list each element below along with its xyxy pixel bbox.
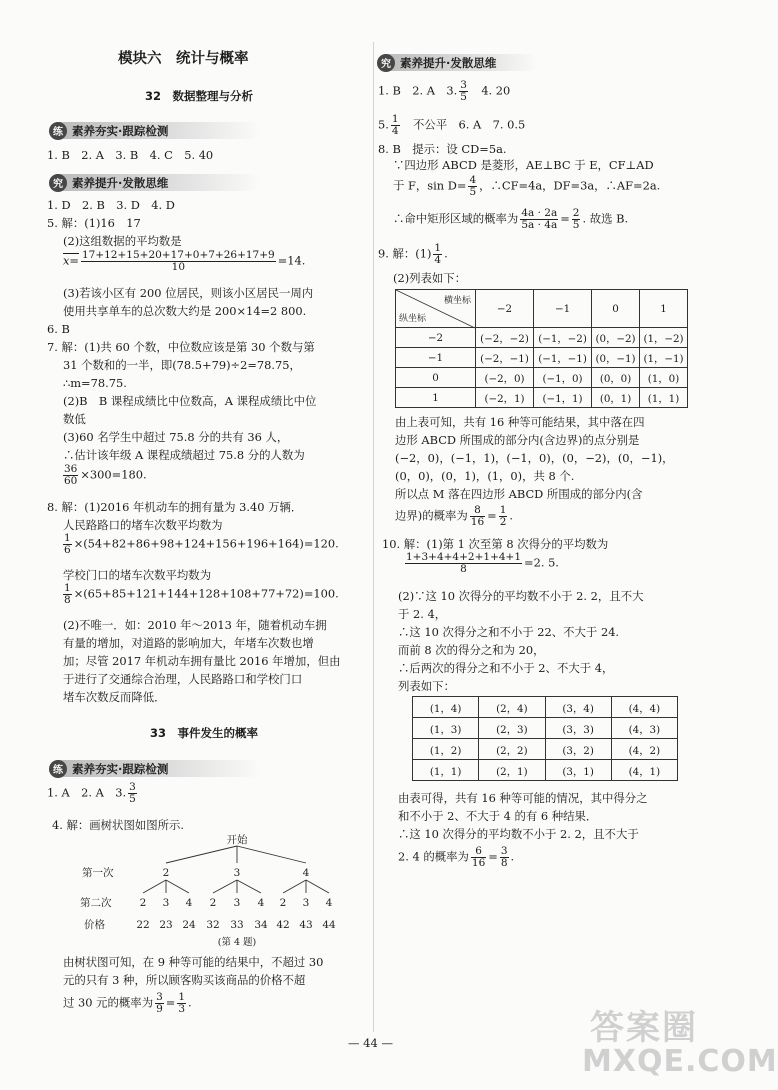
fraction-line: $\frac{1}{8}$ ×(65+85+121+144+128+108+77+72)=100. (64, 582, 339, 606)
tree-price: 44 (322, 919, 336, 931)
watermark-logo: 答案圈 (590, 1008, 698, 1048)
answer-line: 所以点 M 落在四边形 ABCD 所围成的部分内(含 (395, 487, 643, 501)
table-cell: (4，3) (611, 718, 677, 739)
answer-line: 31 个数和的一半，即(78.5+79)÷2=78.75， (63, 358, 301, 372)
row-header: 0 (396, 368, 476, 388)
answer-line: (0，0)，(0，1)，(1，0)，共 8 个. (395, 469, 575, 483)
tree-price: 22 (136, 919, 150, 931)
answer-line: 使用共享单车的总次数大约是 200×14=2 800. (63, 304, 307, 318)
answer-line: (2)B B 课程成绩比中位数高，A 课程成绩比中位 (63, 394, 317, 408)
practice-banner-text: 素养夯实·跟踪检测 (72, 123, 169, 138)
tree-caption: (第 4 题) (217, 937, 257, 948)
answer-line: 人民路路口的堵车次数平均数为 (63, 518, 223, 532)
fraction: $\frac{4a \cdot 2a}{5a \cdot 4a}$ (521, 207, 558, 231)
table-cell: (4，1) (611, 760, 677, 781)
fraction-line: 过 30 元的概率为 $\frac{3}{9}$ = $\frac{1}{3}$ . (63, 991, 192, 1015)
answer-line: $\frac{1+3+4+4+2+1+4+1}{8}$ =2. 5. (406, 551, 559, 575)
section-33-title: 33 事件发生的概率 (150, 726, 259, 740)
table-row (396, 368, 688, 388)
tree-price: 43 (299, 919, 313, 931)
table-cell: (−1，−2) (534, 328, 592, 348)
fraction: $\frac{17+12+15+20+17+0+7+26+17+9}{10}$ (81, 249, 275, 273)
table-cell: (1，−1) (640, 348, 688, 368)
table-cell: (3，4) (545, 697, 611, 718)
tree-price: 34 (254, 919, 268, 931)
answer-line: 2. 4 的概率为 $\frac{6}{16}$ = $\frac{3}{8}$ . (398, 845, 515, 869)
table-cell: (3，3) (545, 718, 611, 739)
module-title: 模块六 统计与概率 (118, 51, 249, 67)
corner-label-bottom: 纵坐标 (399, 314, 427, 324)
fraction: $\frac{2}{5}$ (572, 207, 580, 231)
table-cell: (−1，0) (534, 368, 592, 388)
table-cell: (1，4) (413, 697, 479, 718)
table-cell: (4，4) (611, 697, 677, 718)
table-cell: (1，0) (640, 368, 688, 388)
answer-line: 列表如下： (398, 679, 455, 693)
inquiry-banner-text: 素养提升·发散思维 (400, 55, 497, 70)
answer-line: 而前 8 次的得分之和为 20， (398, 643, 545, 657)
row-header: 1 (396, 388, 476, 408)
answer-line: (−2，0)，(−1，1)，(−1，0)，(0，−2)，(0，−1)， (395, 451, 674, 465)
tree-second-node: 2 (209, 897, 217, 909)
inquiry-badge: 究 (377, 54, 395, 72)
table-cell: (−1，−1) (534, 348, 592, 368)
table-cell: (0，0) (592, 368, 640, 388)
fraction: $\frac{1}{8}$ (64, 582, 71, 606)
table-cell: (−2，1) (476, 388, 534, 408)
tree-second-node: 3 (302, 897, 310, 909)
table-row (396, 328, 688, 348)
tree-diagram (60, 832, 360, 950)
practice-banner (50, 122, 260, 139)
table-cell: (0，1) (592, 388, 640, 408)
answer-line: 1. B 2. A 3. $\frac{3}{5}$ 4. 20 (378, 79, 511, 103)
tree-price: 24 (182, 919, 196, 931)
answer-line: 8. B 提示：设 CD=5a. (378, 142, 507, 156)
table-cell: (4，2) (611, 739, 677, 760)
answer-line: (2)这组数据的平均数是 (63, 234, 182, 248)
fraction: $\frac{6}{16}$ (471, 845, 486, 869)
fraction: $\frac{36}{60}$ (64, 463, 78, 487)
answer-line: 1. A 2. A 3. $\frac{3}{5}$ (47, 781, 136, 805)
answer-line: 边界)的概率为 $\frac{8}{16}$ = $\frac{1}{2}$ . (395, 504, 514, 528)
tree-second-node: 3 (233, 897, 241, 909)
column-header: 0 (592, 290, 640, 328)
answer-line: 由上表可知，共有 16 种等可能结果，其中落在四 (395, 415, 645, 429)
table-cell: (1，2) (413, 739, 479, 760)
section-32-title: 32 数据整理与分析 (145, 89, 254, 103)
tree-second-node: 4 (185, 897, 193, 909)
table-cell: (1，1) (640, 388, 688, 408)
answer-line: 于 2. 4， (398, 607, 447, 621)
fraction: $\frac{1}{2}$ (499, 504, 507, 528)
inquiry-banner-text: 素养提升·发散思维 (72, 175, 169, 190)
tree-second-node: 2 (279, 897, 287, 909)
answer-line: 边形 ABCD 所围成的部分内(含边界)的点分别是 (395, 433, 640, 447)
tree-first-node: 2 (162, 867, 170, 879)
answer-line: ∴m=78.75. (63, 376, 127, 390)
tree-second-node: 3 (162, 897, 170, 909)
x-bar: x= (63, 253, 79, 268)
column-divider (373, 42, 374, 1032)
table-cell: (2，4) (479, 697, 545, 718)
inquiry-banner (378, 54, 538, 71)
table-row (413, 697, 678, 718)
table-cell: (−1，1) (534, 388, 592, 408)
page-number: — 44 — (348, 1036, 393, 1050)
answer-line: 堵车次数反而降低． (63, 690, 166, 704)
answer-line: ∴命中矩形区域的概率为 $\frac{4a \cdot 2a}{5a \cdot 4a}$ = $\frac{2}{5}$ . 故选 B. (393, 207, 629, 231)
answer-line: (2)∵这 10 次得分的平均数不小于 2. 2，且不大 (398, 589, 644, 603)
answer-line: 于进行了交通综合治理，人民路路口和学校门口 (63, 672, 303, 686)
table-cell: (1，−2) (640, 328, 688, 348)
table-row (396, 348, 688, 368)
tree-row1-label: 第一次 (82, 867, 114, 879)
answer-line: 学校门口的堵车次数平均数为 (63, 568, 212, 582)
answer-line: 8. 解：(1)2016 年机动车的拥有量为 3.40 万辆． (47, 500, 303, 514)
answer-line: 元的只有 3 种，所以顾客购买该商品的价格不超 (63, 973, 306, 987)
row-header: −2 (396, 328, 476, 348)
answer-line: (3)60 名学生中超过 75.8 分的共有 36 人， (63, 430, 289, 444)
corner-label-top: 横坐标 (443, 296, 471, 306)
answer-line: (2)列表如下： (393, 271, 467, 285)
practice-badge: 练 (49, 760, 67, 778)
fraction-line: $\frac{36}{60}$ ×300=180. (64, 463, 147, 487)
fraction: $\frac{3}{5}$ (129, 781, 136, 805)
fraction: $\frac{4}{5}$ (469, 174, 477, 198)
answer-line: 4. 解：画树状图如图所示. (52, 818, 185, 832)
tree-price: 42 (276, 919, 290, 931)
table-row (396, 388, 688, 408)
answer-line: 7. 解：(1)共 60 个数，中位数应该是第 30 个数与第 (47, 340, 315, 354)
answer-line: ∵四边形 ABCD 是菱形，AE⊥BC 于 E，CF⊥AD (393, 158, 654, 172)
fraction: $\frac{1}{4}$ (391, 113, 399, 137)
fraction: $\frac{3}{8}$ (500, 845, 508, 869)
outcome-table (412, 696, 678, 781)
tree-start: 开始 (226, 834, 248, 846)
table-cell: (2，3) (479, 718, 545, 739)
answer-line: 10. 解：(1)第 1 次至第 8 次得分的平均数为 (382, 537, 609, 551)
column-header: −1 (534, 290, 592, 328)
table-cell: (1，1) (413, 760, 479, 781)
answer-line: ∴后两次的得分之和不小于 2、不大于 4， (398, 661, 614, 675)
answer-line: 由树状图可知，在 9 种等可能的结果中，不超过 30 (63, 955, 324, 969)
table-row (413, 718, 678, 739)
answer-line: 于 F，sin D= $\frac{4}{5}$ ，∴CF=4a，DF=3a，∴AF=2a. (393, 174, 661, 198)
fraction: $\frac{1}{4}$ (434, 242, 442, 266)
practice-banner-text: 素养夯实·跟踪检测 (72, 761, 169, 776)
answer-line: 1. D 2. B 3. D 4. D (47, 198, 175, 212)
practice-banner (50, 760, 260, 777)
answer-line: 5. $\frac{1}{4}$ 不公平 6. A 7. 0.5 (378, 113, 526, 137)
table-cell: (0，−2) (592, 328, 640, 348)
fraction: $\frac{1+3+4+4+2+1+4+1}{8}$ (406, 551, 522, 575)
answer-line: 1. B 2. A 3. B 4. C 5. 40 (47, 148, 214, 162)
tree-price: 23 (159, 919, 173, 931)
answer-line: 5. 解：(1)16 17 (47, 216, 141, 230)
fraction: $\frac{1}{3}$ (178, 991, 186, 1015)
coordinate-table (395, 289, 688, 408)
table-cell: (2，2) (479, 739, 545, 760)
answer-line: ∴这 10 次得分的平均数不小于 2. 2，且不大于 (398, 827, 639, 841)
tree-first-node: 4 (302, 867, 310, 879)
mean-formula: x= $\frac{17+12+15+20+17+0+7+26+17+9}{10}$ =14. (63, 249, 306, 273)
tree-second-node: 2 (139, 897, 147, 909)
table-cell: (3，2) (545, 739, 611, 760)
answer-line: (2)不唯一．如：2010 年～2013 年，随着机动车拥 (63, 618, 327, 632)
answer-line: ∴估计该年级 A 课程成绩超过 75.8 分的人数为 (63, 448, 305, 462)
tree-row2-label: 第二次 (80, 897, 112, 909)
table-row (413, 760, 678, 781)
row-header: −1 (396, 348, 476, 368)
table-cell: (−2，0) (476, 368, 534, 388)
answer-line: ∴这 10 次得分之和不小于 22、不大于 24. (398, 625, 620, 639)
tree-row3-label: 价格 (84, 919, 105, 931)
practice-badge: 练 (49, 122, 67, 140)
tree-first-node: 3 (233, 867, 241, 879)
tree-second-node: 4 (325, 897, 333, 909)
answer-line: 6. B (47, 322, 70, 336)
answer-line: 由表可得，共有 16 种等可能的情况，其中得分之 (398, 791, 648, 805)
watermark-url: MXQE.COM (582, 1044, 778, 1079)
answer-line: 9. 解：(1) $\frac{1}{4}$ . (378, 242, 448, 266)
inquiry-badge: 究 (49, 174, 67, 192)
answer-line: (3)若该小区有 200 位居民，则该小区居民一周内 (63, 286, 314, 300)
fraction-line: $\frac{1}{6}$ ×(54+82+86+98+124+156+196+164)=120. (64, 532, 339, 556)
fraction: $\frac{8}{16}$ (470, 504, 485, 528)
table-cell: (3，1) (545, 760, 611, 781)
tree-price: 32 (206, 919, 220, 931)
answer-line: 有量的增加，对道路的影响加大，年堵车次数也增 (63, 636, 314, 650)
table-corner (396, 290, 476, 328)
answer-line: 和不小于 2、不大于 4 的有 6 种结果． (398, 809, 598, 823)
table-row (413, 739, 678, 760)
table-cell: (−2，−1) (476, 348, 534, 368)
answer-line: 加；尽管 2017 年机动车拥有量比 2016 年增加，但由 (63, 654, 341, 668)
column-header: −2 (476, 290, 534, 328)
fraction: $\frac{3}{9}$ (156, 991, 163, 1015)
table-cell: (0，−1) (592, 348, 640, 368)
tree-second-node: 4 (257, 897, 265, 909)
tree-price: 33 (230, 919, 244, 931)
table-cell: (1，3) (413, 718, 479, 739)
inquiry-banner (50, 174, 260, 191)
answer-line: 数低 (63, 412, 86, 426)
table-cell: (−2，−2) (476, 328, 534, 348)
fraction: $\frac{3}{5}$ (460, 79, 467, 103)
column-header: 1 (640, 290, 688, 328)
table-cell: (2，1) (479, 760, 545, 781)
fraction: $\frac{1}{6}$ (64, 532, 71, 556)
